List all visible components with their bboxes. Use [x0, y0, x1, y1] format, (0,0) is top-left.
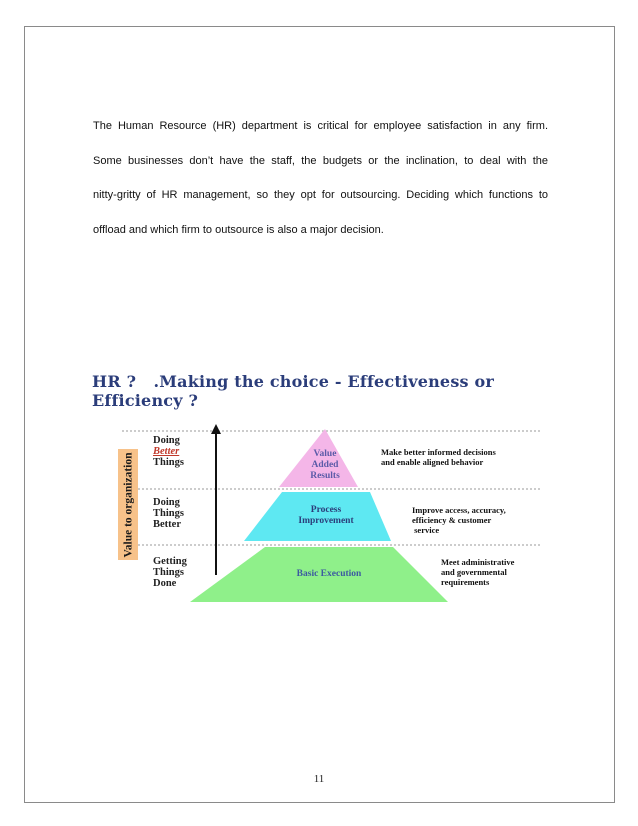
description-line: and governmental [441, 567, 507, 577]
pyramid-text-middle [276, 505, 376, 527]
pyramid-text-top [296, 449, 354, 482]
body-line: nitty-gritty of HR management, so they opt for outsourcing. Deciding which functions to [93, 189, 548, 201]
tier-label-word: Done [153, 578, 177, 589]
description-line: Make better informed decisions [381, 447, 496, 457]
tier-label-word: Better [153, 519, 181, 530]
description-line: service [412, 525, 440, 535]
tier-label-word: Things [153, 508, 184, 519]
page-number: 11 [313, 773, 325, 785]
pyramid-text-line: Basic Execution [296, 569, 362, 579]
tier-label-word: Things [153, 567, 184, 578]
pyramid-text-line: Improvement [298, 516, 354, 526]
diagram-title-line-1: HR ? .Making the choice - Effectiveness or [92, 372, 495, 391]
tier-label-word: Doing [153, 435, 180, 446]
axis-label [118, 449, 138, 560]
tier-label-word: Things [153, 457, 184, 468]
tier-label-bottom [153, 556, 187, 589]
tier-label-middle [153, 497, 184, 530]
description-line: requirements [441, 577, 490, 587]
tier-description-middle [412, 505, 506, 535]
description-line: Improve access, accuracy, [412, 505, 506, 515]
pyramid-text-line: Results [310, 471, 340, 481]
value-arrow-head [211, 424, 221, 434]
pyramid-text-line: Added [311, 460, 339, 470]
description-line: and enable aligned behavior [381, 457, 484, 467]
description-line: Meet administrative [441, 557, 515, 567]
tier-label-word: Doing [153, 497, 180, 508]
axis-label-text: Value to organization [122, 452, 134, 557]
tier-description-top [381, 447, 496, 467]
diagram-title-line-2: Efficiency ? [92, 391, 199, 410]
tier-label-top [153, 435, 184, 468]
pyramid-text-bottom [254, 569, 404, 580]
tier-label-word: Getting [153, 556, 187, 567]
body-line: Some businesses don’t have the staff, the budgets or the inclination, to deal with the [93, 154, 548, 167]
tier-description-bottom [441, 557, 514, 587]
body-line: offload and which firm to outsource is also a major decision. [93, 223, 384, 236]
pyramid-text-line: Value [313, 449, 337, 459]
body-line: The Human Resource (HR) department is critical for employee satisfaction in any firm. [93, 120, 548, 132]
description-line: efficiency & customer [412, 515, 492, 525]
pyramid-text-line: Process [310, 505, 342, 515]
tier-label-emphasis: Better [153, 446, 180, 457]
